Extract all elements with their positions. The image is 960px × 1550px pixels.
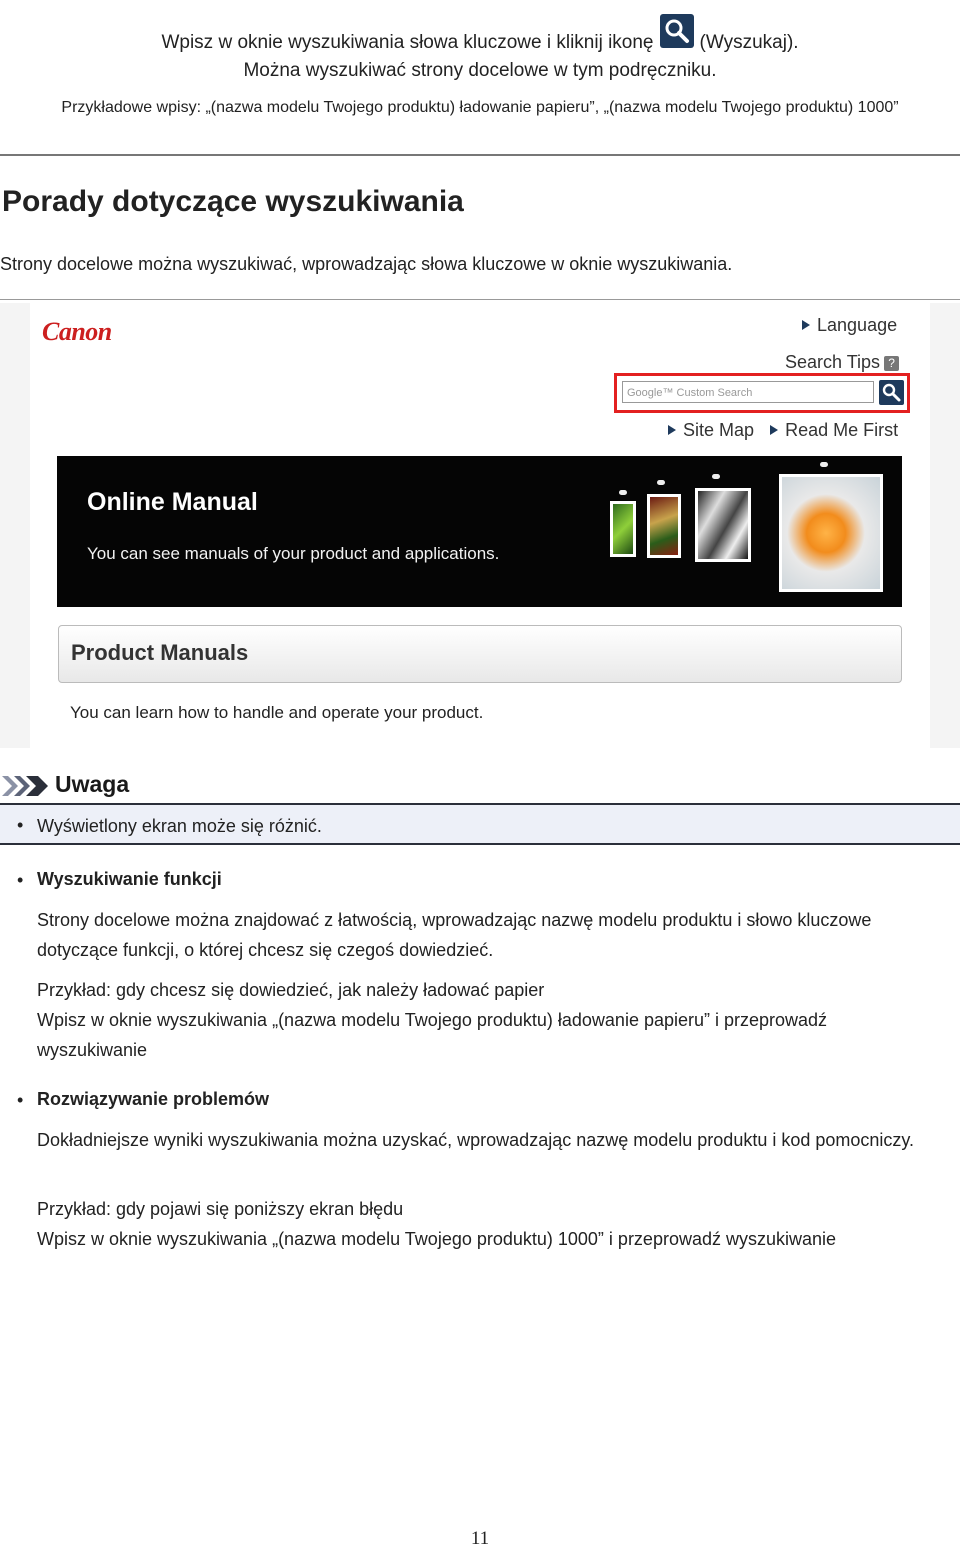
note-label: Uwaga (55, 771, 130, 797)
note-arrows-icon (2, 773, 50, 799)
site-map-label: Site Map (683, 420, 755, 440)
spotlight (657, 480, 665, 485)
search-icon (660, 14, 694, 48)
note-header (0, 770, 960, 802)
spotlight (619, 490, 627, 495)
note-item: Wyświetlony ekran może się różnić. (37, 816, 322, 836)
page-subtitle: Strony docelowe można wyszukiwać, wprowadzając słowa kluczowe w oknie wyszukiwania. (0, 254, 733, 274)
search-tips-link[interactable] (785, 352, 899, 373)
banner-subtitle: You can see manuals of your product and applications. (87, 544, 500, 563)
section-example-functions: Przykład: gdy chcesz się dowiedzieć, jak należy ładować papier (37, 980, 545, 1000)
title-divider (0, 299, 960, 300)
online-manual-banner (57, 456, 902, 607)
note-box (0, 803, 960, 845)
canon-logo: Canon (42, 317, 112, 346)
chevron-right-icon (800, 319, 812, 331)
read-me-first-label: Read Me First (785, 420, 899, 440)
language-link[interactable] (800, 315, 897, 336)
section-heading-functions: Wyszukiwanie funkcji (37, 869, 222, 889)
section-para-functions: Strony docelowe można znajdować z łatwością, wprowadzając nazwę modelu produktu i słowo kluczowe dotyczące funkcji, o której chcesz się czegoś dowiedzieć. (37, 910, 872, 960)
bullet-icon: • (17, 870, 24, 890)
section-instruction-troubleshooting: Wpisz w oknie wyszukiwania „(nazwa modelu Twojego produktu) 1000” i przeprowadź wyszukiwanie (37, 1229, 837, 1249)
page-number: 11 (470, 1528, 490, 1549)
photo-orange-flowers (779, 474, 883, 592)
intro-line-2: Można wyszukiwać strony docelowe w tym podręczniku. (243, 60, 717, 81)
manual-screenshot (0, 303, 960, 748)
product-manuals-subtitle: You can learn how to handle and operate your product. (70, 703, 484, 722)
intro-line-1 (0, 20, 960, 56)
search-input[interactable]: Google™ Custom Search (622, 381, 874, 403)
bullet-icon: • (17, 1090, 24, 1110)
intro-line-1-after: (Wyszukaj). (699, 32, 799, 53)
read-me-first-link[interactable] (768, 420, 898, 440)
chevron-right-icon (768, 424, 780, 436)
site-map-link[interactable] (666, 420, 754, 440)
banner-title: Online Manual (87, 488, 258, 516)
section-instruction-functions: Wpisz w oknie wyszukiwania „(nazwa modelu Twojego produktu) ładowanie papieru” i przeprowadź wyszukiwanie (37, 1010, 828, 1060)
section-example-troubleshooting: Przykład: gdy pojawi się poniższy ekran błędu (37, 1199, 404, 1219)
photo-leaves (610, 501, 636, 557)
photo-flowers (647, 494, 681, 558)
section-para-troubleshooting: Dokładniejsze wyniki wyszukiwania można uzyskać, wprowadzając nazwę modelu produktu i kod pomocniczy. (37, 1130, 915, 1150)
search-tips-label: Search Tips (785, 352, 881, 372)
search-icon (879, 380, 904, 405)
bullet-icon: • (17, 815, 24, 835)
product-manuals-box[interactable] (58, 625, 902, 683)
section-heading-troubleshooting: Rozwiązywanie problemów (37, 1089, 270, 1109)
spotlight (712, 474, 720, 479)
product-manuals-title: Product Manuals (71, 640, 249, 665)
chevron-right-icon (666, 424, 678, 436)
search-highlight (614, 373, 910, 413)
search-button[interactable] (879, 380, 904, 405)
manual-screenshot-page (30, 303, 930, 748)
spotlight (820, 462, 828, 467)
intro-line-3: Przykładowe wpisy: „(nazwa modelu Twojego produktu) ładowanie papieru”, „(nazwa modelu Twojego produktu) 1000” (61, 99, 899, 116)
photo-building (695, 488, 751, 562)
top-links (666, 420, 898, 441)
header-divider (0, 154, 960, 156)
page-title: Porady dotyczące wyszukiwania (2, 185, 464, 218)
language-link-label: Language (817, 315, 898, 335)
intro-line-1-before: Wpisz w oknie wyszukiwania słowa kluczowe i kliknij ikonę (161, 32, 654, 53)
help-icon: ? (884, 356, 899, 371)
